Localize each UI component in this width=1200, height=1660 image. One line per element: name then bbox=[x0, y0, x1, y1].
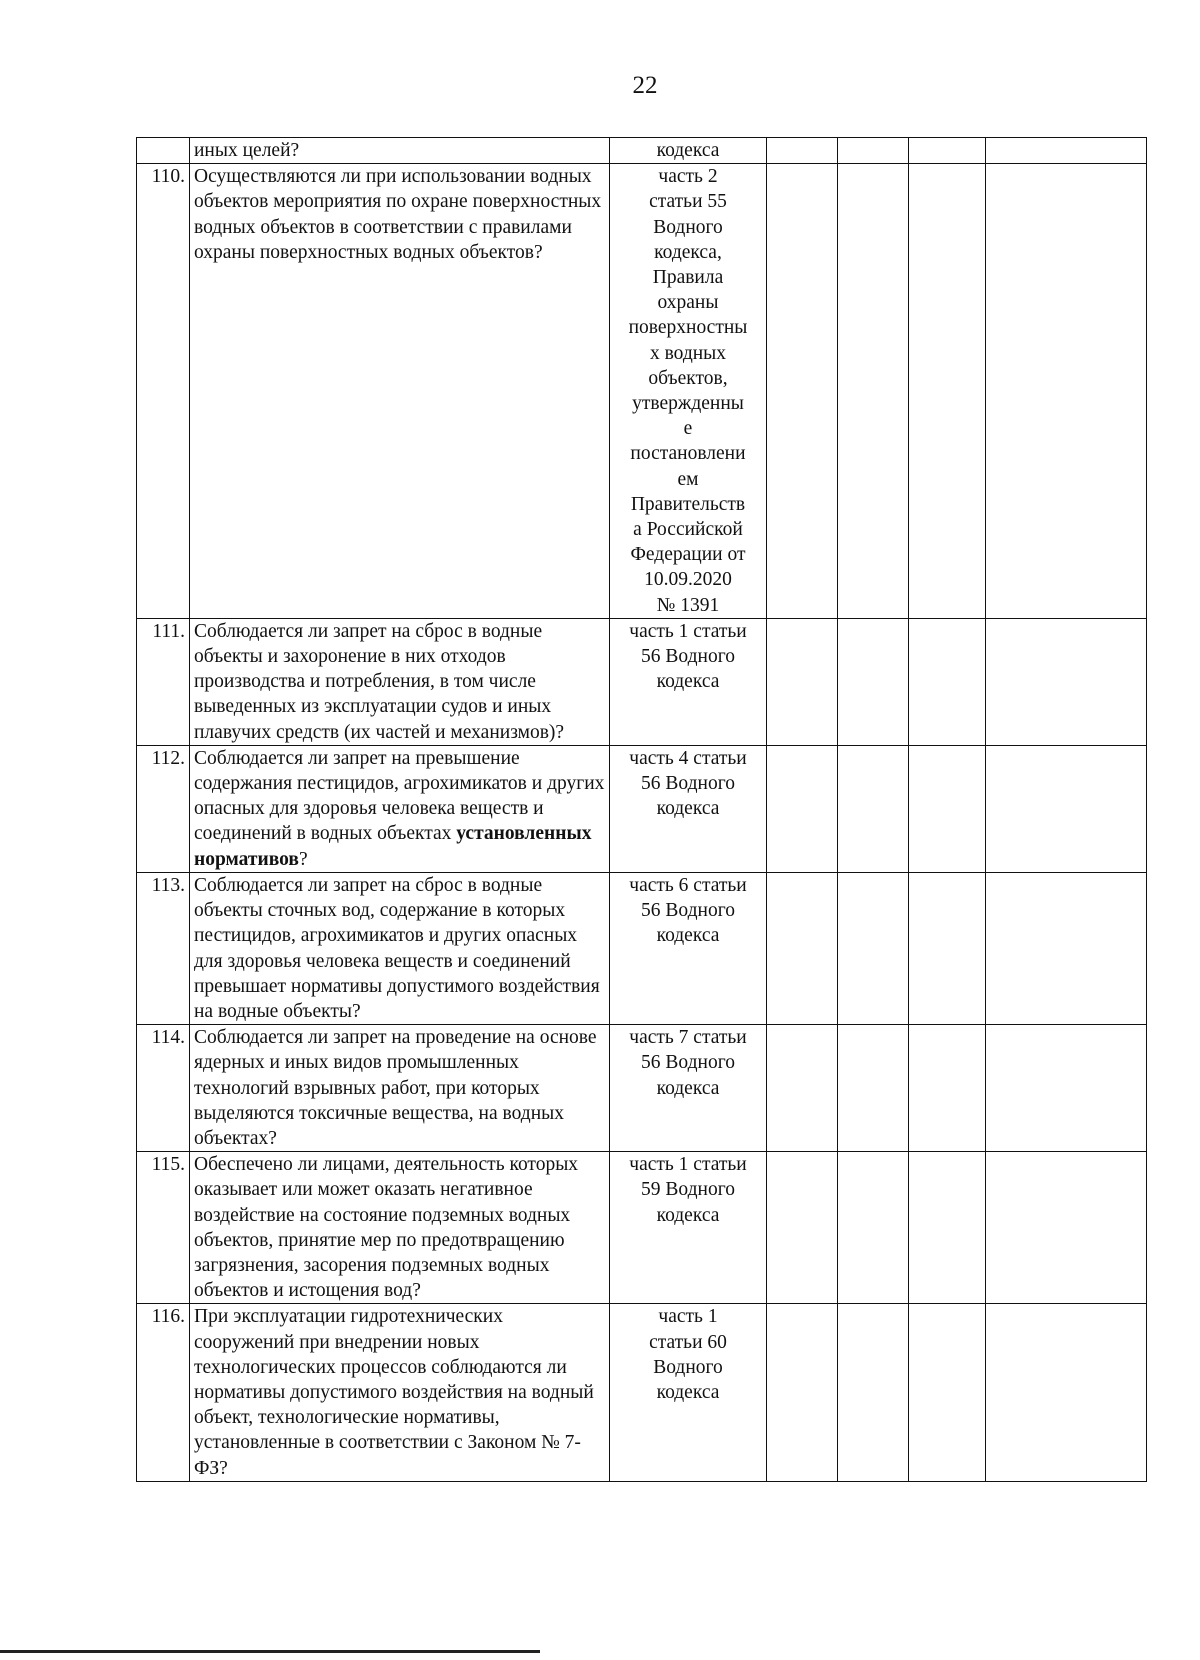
question-cell bbox=[190, 745, 610, 872]
legal-reference-cell bbox=[610, 618, 767, 745]
question-cell bbox=[190, 872, 610, 1024]
answer-no-cell bbox=[838, 138, 909, 164]
question-cell bbox=[190, 618, 610, 745]
answer-no-cell bbox=[838, 1025, 909, 1152]
legal-reference-line: часть 1 статьи bbox=[629, 620, 747, 642]
legal-reference-cell bbox=[610, 1025, 767, 1152]
legal-reference-line: Водного bbox=[653, 1356, 723, 1378]
remarks-cell bbox=[986, 618, 1147, 745]
legal-reference-line: Правила bbox=[652, 267, 724, 289]
question-text bbox=[194, 140, 299, 161]
answer-yes-cell bbox=[767, 1025, 838, 1152]
answer-yes-cell bbox=[767, 1304, 838, 1481]
table-row bbox=[137, 1152, 1147, 1304]
question-cell bbox=[190, 138, 610, 164]
legal-reference-line: статьи 55 bbox=[649, 191, 727, 213]
row-number: 111. bbox=[137, 618, 190, 745]
question-text bbox=[194, 166, 601, 263]
legal-reference-line: кодекса bbox=[656, 1381, 720, 1403]
question-main: Соблюдается ли запрет на превышение содержания пестицидов, агрохимикатов и других опасных для здоровья человека веществ и соединений в водных объектах bbox=[194, 747, 605, 845]
answer-na-cell bbox=[909, 164, 986, 619]
question-cell bbox=[190, 1304, 610, 1481]
legal-reference-line: охраны bbox=[657, 292, 719, 314]
answer-yes-cell bbox=[767, 138, 838, 164]
legal-reference-line: Федерации от bbox=[630, 544, 746, 566]
table-row bbox=[137, 618, 1147, 745]
legal-reference-line: часть 1 bbox=[658, 1306, 718, 1328]
remarks-cell bbox=[986, 1025, 1147, 1152]
remarks-cell bbox=[986, 1152, 1147, 1304]
question-cell bbox=[190, 1152, 610, 1304]
answer-yes-cell bbox=[767, 164, 838, 619]
legal-reference-line: 56 Водного bbox=[641, 900, 735, 922]
legal-reference-line: часть 2 bbox=[658, 166, 718, 188]
row-number: 113. bbox=[137, 872, 190, 1024]
legal-reference-line: а Российской bbox=[633, 519, 743, 541]
legal-reference-line: кодекса bbox=[656, 140, 720, 161]
answer-no-cell bbox=[838, 872, 909, 1024]
legal-reference-cell bbox=[610, 745, 767, 872]
legal-reference-line: 10.09.2020 bbox=[644, 569, 732, 591]
legal-reference-line: 56 Водного bbox=[641, 646, 735, 668]
question-cell bbox=[190, 1025, 610, 1152]
legal-reference-line: е bbox=[683, 418, 693, 440]
legal-reference-line: 56 Водного bbox=[641, 773, 735, 795]
legal-reference-line: Водного bbox=[653, 216, 723, 238]
question-text bbox=[194, 875, 600, 1022]
legal-reference-cell bbox=[610, 164, 767, 619]
table-row bbox=[137, 1025, 1147, 1152]
answer-na-cell bbox=[909, 1152, 986, 1304]
legal-reference-cell bbox=[610, 1304, 767, 1481]
legal-reference-line: поверхностны bbox=[628, 317, 748, 339]
question-text bbox=[194, 1154, 578, 1301]
legal-reference-cell bbox=[610, 872, 767, 1024]
answer-yes-cell bbox=[767, 745, 838, 872]
legal-reference-line: кодекса bbox=[656, 798, 720, 820]
table-row bbox=[137, 745, 1147, 872]
bottom-rule bbox=[0, 1650, 540, 1653]
checklist-body bbox=[137, 138, 1147, 1482]
legal-reference-line: кодекса bbox=[656, 1077, 720, 1099]
remarks-cell bbox=[986, 138, 1147, 164]
question-cell bbox=[190, 164, 610, 619]
row-number: 114. bbox=[137, 1025, 190, 1152]
legal-reference-line: постановлени bbox=[630, 443, 746, 465]
answer-yes-cell bbox=[767, 1152, 838, 1304]
answer-na-cell bbox=[909, 1304, 986, 1481]
legal-reference-line: часть 1 статьи bbox=[629, 1154, 747, 1176]
legal-reference-line: № 1391 bbox=[656, 594, 720, 616]
row-number: 110. bbox=[137, 164, 190, 619]
table-row bbox=[137, 872, 1147, 1024]
legal-reference-line: кодекса, bbox=[654, 241, 722, 263]
legal-reference-line: 56 Водного bbox=[641, 1052, 735, 1074]
legal-reference-line: часть 4 статьи bbox=[629, 747, 747, 769]
table-row bbox=[137, 138, 1147, 164]
legal-reference-line: кодекса bbox=[656, 1204, 720, 1226]
answer-na-cell bbox=[909, 138, 986, 164]
legal-reference-line: статьи 60 bbox=[649, 1331, 727, 1353]
question-main: Соблюдается ли запрет на сброс в водные объекты сточных вод, содержание в которых пестицидов, агрохимикатов и других опасных для здоровья человека веществ и соединений превышает нормативы допустимого воздействия на водные объекты? bbox=[194, 874, 600, 1022]
remarks-cell bbox=[986, 745, 1147, 872]
answer-na-cell bbox=[909, 872, 986, 1024]
legal-reference-line: ем bbox=[677, 468, 699, 490]
answer-no-cell bbox=[838, 1152, 909, 1304]
table-row bbox=[137, 1304, 1147, 1481]
row-number: 116. bbox=[137, 1304, 190, 1481]
legal-reference-line: объектов, bbox=[648, 367, 728, 389]
legal-reference-line: утвержденны bbox=[632, 393, 744, 415]
question-main: иных целей? bbox=[194, 140, 300, 161]
checklist-table bbox=[136, 137, 1147, 1482]
question-emphasis: установленных нормативов bbox=[194, 823, 592, 870]
page-number: 22 bbox=[632, 72, 658, 99]
legal-reference-line: кодекса bbox=[656, 671, 720, 693]
legal-reference-line: 59 Водного bbox=[641, 1179, 735, 1201]
answer-yes-cell bbox=[767, 872, 838, 1024]
legal-reference-line: часть 6 статьи bbox=[629, 874, 747, 896]
answer-no-cell bbox=[838, 1304, 909, 1481]
answer-no-cell bbox=[838, 618, 909, 745]
question-main: Соблюдается ли запрет на проведение на основе ядерных и иных видов промышленных технологий взрывных работ, при которых выделяются токсичные вещества, на водных объектах? bbox=[194, 1027, 597, 1149]
question-text bbox=[194, 748, 604, 870]
answer-yes-cell bbox=[767, 618, 838, 745]
legal-reference-cell bbox=[610, 138, 767, 164]
legal-reference-cell bbox=[610, 1152, 767, 1304]
answer-na-cell bbox=[909, 745, 986, 872]
remarks-cell bbox=[986, 1304, 1147, 1481]
answer-na-cell bbox=[909, 1025, 986, 1152]
remarks-cell bbox=[986, 164, 1147, 619]
answer-no-cell bbox=[838, 745, 909, 872]
remarks-cell bbox=[986, 872, 1147, 1024]
legal-reference-line: кодекса bbox=[656, 925, 720, 947]
question-main: Осуществляются ли при использовании водных объектов мероприятия по охране поверхностных водных объектов в соответствии с правилами охраны поверхностных водных объектов? bbox=[194, 166, 602, 263]
question-text bbox=[194, 1306, 594, 1478]
row-number: 112. bbox=[137, 745, 190, 872]
question-main: При эксплуатации гидротехнических сооружений при внедрении новых технологических процессов соблюдаются ли нормативы допустимого воздействия на водный объект, технологические нормативы, установленные в соответствии с Законом № 7-ФЗ? bbox=[194, 1306, 594, 1479]
question-main: Обеспечено ли лицами, деятельность которых оказывает или может оказать негативное воздействие на состояние подземных водных объектов, принятие мер по предотвращению загрязнения, засорения подземных водных объектов и истощения вод? bbox=[194, 1154, 579, 1302]
row-number bbox=[137, 138, 190, 164]
question-text bbox=[194, 621, 564, 743]
question-tail: ? bbox=[298, 848, 308, 870]
question-text bbox=[194, 1027, 597, 1149]
answer-no-cell bbox=[838, 164, 909, 619]
question-main: Соблюдается ли запрет на сброс в водные объекты и захоронение в них отходов производства и потребления, в том числе выведенных из эксплуатации судов и иных плавучих средств (их частей и механизмов)? bbox=[194, 620, 565, 743]
legal-reference-line: часть 7 статьи bbox=[629, 1027, 747, 1049]
answer-na-cell bbox=[909, 618, 986, 745]
table-row bbox=[137, 164, 1147, 619]
legal-reference-line: Правительств bbox=[630, 493, 746, 515]
row-number: 115. bbox=[137, 1152, 190, 1304]
legal-reference-line: х водных bbox=[649, 342, 727, 364]
